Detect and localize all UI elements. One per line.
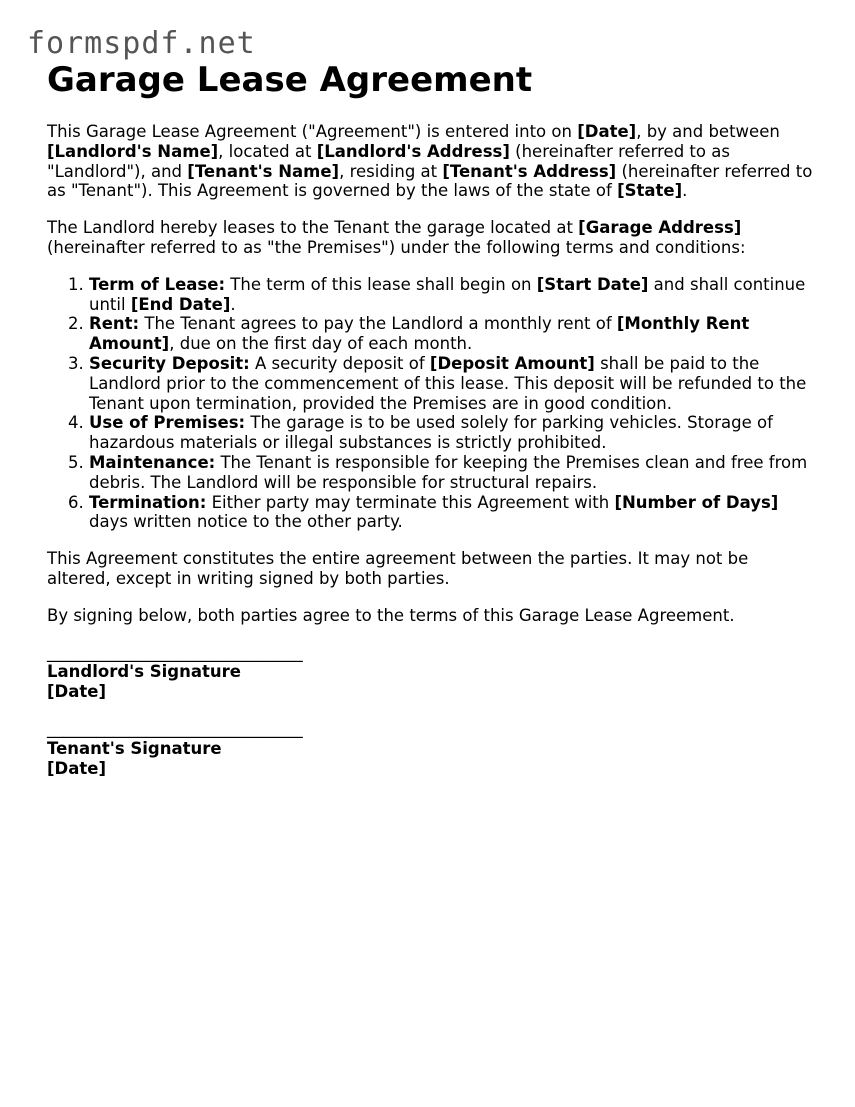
premises-text: The Landlord hereby leases to the Tenant the garage located at <box>47 218 579 238</box>
garage-address-placeholder: [Garage Address] <box>578 218 742 238</box>
landlord-address-placeholder: [Landlord's Address] <box>316 141 510 161</box>
use-of-premises-item <box>89 413 817 453</box>
deposit-amount-placeholder: [Deposit Amount] <box>429 353 595 373</box>
tenant-signature-label: Tenant's Signature <box>47 738 222 758</box>
number-of-days-placeholder: [Number of Days] <box>614 492 779 512</box>
intro-text: (hereinafter referred to as "Landlord"), and <box>47 141 730 181</box>
intro-paragraph <box>47 122 817 201</box>
term-text: Either party may terminate this Agreement with <box>206 492 615 512</box>
tenant-address-placeholder: [Tenant's Address] <box>442 161 617 181</box>
landlord-signature-label: Landlord's Signature <box>47 662 241 682</box>
term-text: and shall continue until <box>89 274 806 314</box>
intro-text: (hereinafter referred to as "Tenant"). This Agreement is governed by the laws of the state of <box>47 161 813 201</box>
intro-text: . <box>682 181 688 201</box>
term-text: , due on the first day of each month. <box>169 334 473 354</box>
termination-item <box>89 493 817 533</box>
signing-statement: By signing below, both parties agree to the terms of this Garage Lease Agreement. <box>47 605 735 625</box>
document-title: Garage Lease Agreement <box>47 60 533 100</box>
monthly-rent-placeholder: [Monthly Rent Amount] <box>89 314 750 354</box>
term-of-lease-item <box>89 275 817 315</box>
term-text: A security deposit of <box>249 353 430 373</box>
agreement-date-placeholder: [Date] <box>577 122 637 141</box>
tenant-name-placeholder: [Tenant's Name] <box>187 161 340 181</box>
term-text: days written notice to the other party. <box>89 512 403 532</box>
term-text: . <box>230 294 236 314</box>
landlord-signature-date: [Date] <box>47 682 106 702</box>
premises-text: (hereinafter referred to as "the Premises") under the following terms and conditions: <box>47 237 746 257</box>
premises-paragraph <box>47 218 817 258</box>
document-body <box>47 58 817 778</box>
term-heading: Rent: <box>89 314 140 334</box>
term-heading: Termination: <box>89 492 207 512</box>
term-text: The term of this lease shall begin on <box>225 274 537 294</box>
tenant-signature-line: _______________________________ <box>47 718 303 738</box>
intro-text: , residing at <box>339 161 443 181</box>
intro-text: , by and between <box>636 122 780 141</box>
tenant-signature-block <box>47 719 817 778</box>
tenant-signature-date: [Date] <box>47 758 106 778</box>
term-heading: Maintenance: <box>89 452 216 472</box>
term-text: The Tenant is responsible for keeping the Premises clean and free from debris. The Landlord will be responsible for structural repairs. <box>89 452 808 492</box>
start-date-placeholder: [Start Date] <box>536 274 649 294</box>
maintenance-item <box>89 453 817 493</box>
term-heading: Use of Premises: <box>89 413 246 433</box>
intro-text: , located at <box>218 141 317 161</box>
intro-text: This Garage Lease Agreement ("Agreement") is entered into on <box>47 122 578 141</box>
security-deposit-item <box>89 354 817 413</box>
entire-agreement-paragraph: This Agreement constitutes the entire agreement between the parties. It may not be altered, except in writing signed by both parties. <box>47 549 749 588</box>
terms-list <box>47 275 817 532</box>
rent-item <box>89 314 817 354</box>
term-heading: Security Deposit: <box>89 353 250 373</box>
term-heading: Term of Lease: <box>89 274 226 294</box>
state-placeholder: [State] <box>617 181 683 201</box>
term-text: The garage is to be used solely for parking vehicles. Storage of hazardous materials or illegal substances is strictly prohibited. <box>89 413 773 453</box>
end-date-placeholder: [End Date] <box>130 294 231 314</box>
term-text: shall be paid to the Landlord prior to the commencement of this lease. This deposit will be refunded to the Tenant upon termination, provided the Premises are in good condition. <box>89 353 807 413</box>
landlord-signature-block <box>47 643 817 702</box>
landlord-name-placeholder: [Landlord's Name] <box>47 141 219 161</box>
watermark-logo: formspdf.net <box>27 26 256 61</box>
landlord-signature-line: _______________________________ <box>47 642 303 662</box>
term-text: The Tenant agrees to pay the Landlord a monthly rent of <box>139 314 617 334</box>
